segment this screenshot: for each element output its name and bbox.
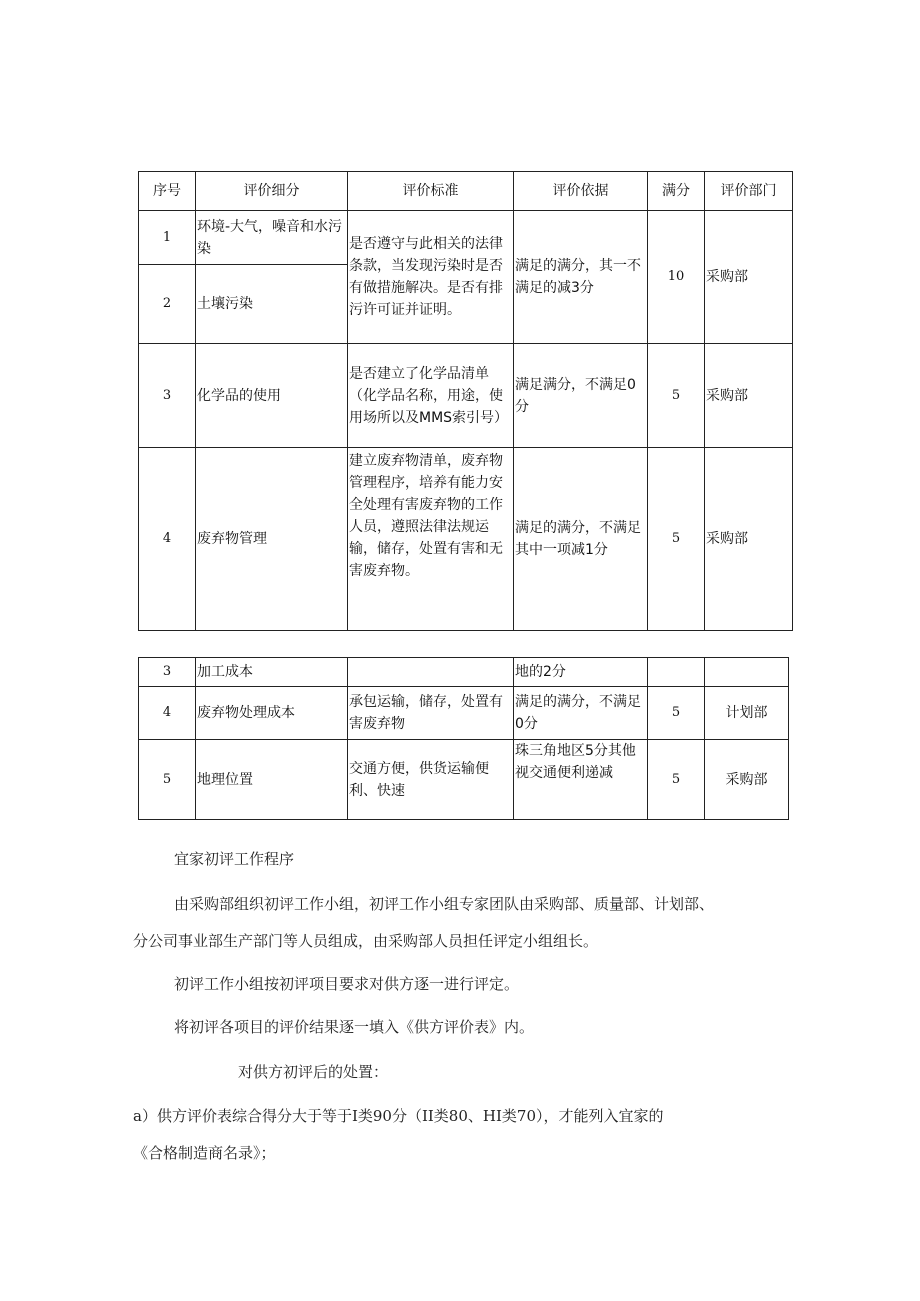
- section-heading: 宜家初评工作程序: [174, 850, 295, 868]
- row-standard: 交通方便，供货运输便利、快速: [348, 740, 514, 820]
- table-header-row: [139, 172, 793, 211]
- header-score: 满分: [648, 172, 705, 211]
- row-item: 地理位置: [196, 740, 348, 820]
- table-row: [139, 740, 789, 820]
- item-a-line-1: a）供方评价表综合得分大于等于I类90分（II类80、HI类70），才能列入宜家的: [133, 1107, 664, 1125]
- row-no: 4: [139, 687, 196, 740]
- row-basis: 地的2分: [514, 658, 648, 687]
- paragraph-4: 对供方初评后的处置：: [238, 1063, 389, 1081]
- row-item: 土壤污染: [196, 265, 348, 344]
- row-no: 1: [139, 211, 196, 265]
- item-a-line-2: 《合格制造商名录》；: [133, 1144, 276, 1162]
- row-standard: 承包运输，储存，处置有害废弃物: [348, 687, 514, 740]
- evaluation-table-1: [138, 171, 793, 631]
- row-basis: 满足满分，不满足0分: [514, 344, 648, 448]
- header-dept: 评价部门: [705, 172, 793, 211]
- row-score: 5: [648, 344, 705, 448]
- row-no: 3: [139, 344, 196, 448]
- row-basis: 珠三角地区5分其他视交通便利递减: [514, 740, 648, 820]
- row-item: 化学品的使用: [196, 344, 348, 448]
- row-basis: 满足的满分，其一不满足的减3分: [514, 211, 648, 344]
- row-standard: 建立废弃物清单，废弃物管理程序，培养有能力安全处理有害废弃物的工作人员，遵照法律法规运输，储存，处置有害和无害废弃物。: [348, 448, 514, 631]
- row-no: 2: [139, 265, 196, 344]
- row-basis: 满足的满分，不满足0分: [514, 687, 648, 740]
- row-item: 废弃物管理: [196, 448, 348, 631]
- table-row: [139, 448, 793, 631]
- row-score: [648, 658, 705, 687]
- row-dept: 采购部: [705, 211, 793, 344]
- evaluation-table-2: [138, 657, 789, 820]
- header-no: 序号: [139, 172, 196, 211]
- header-basis: 评价依据: [514, 172, 648, 211]
- row-item: 加工成本: [196, 658, 348, 687]
- table-row: [139, 344, 793, 448]
- row-no: 3: [139, 658, 196, 687]
- paragraph-2: 初评工作小组按初评项目要求对供方逐一进行评定。: [174, 975, 520, 993]
- row-item: 环境-大气，噪音和水污染: [196, 211, 348, 265]
- row-standard: [348, 658, 514, 687]
- row-score: 10: [648, 211, 705, 344]
- row-no: 5: [139, 740, 196, 820]
- row-dept: 采购部: [705, 740, 789, 820]
- header-standard: 评价标准: [348, 172, 514, 211]
- row-item: 废弃物处理成本: [196, 687, 348, 740]
- table-row: [139, 658, 789, 687]
- row-no: 4: [139, 448, 196, 631]
- table-row: [139, 687, 789, 740]
- row-score: 5: [648, 687, 705, 740]
- row-dept: 采购部: [705, 344, 793, 448]
- paragraph-1-line-1: 由采购部组织初评工作小组，初评工作小组专家团队由采购部、质量部、计划部、: [174, 895, 715, 913]
- table-row: [139, 211, 793, 265]
- paragraph-1-line-2: 分公司事业部生产部门等人员组成，由采购部人员担任评定小组组长。: [133, 932, 599, 950]
- row-dept: 采购部: [705, 448, 793, 631]
- header-item: 评价细分: [196, 172, 348, 211]
- paragraph-3: 将初评各项目的评价结果逐一填入《供方评价表》内。: [174, 1018, 535, 1036]
- row-standard: 是否遵守与此相关的法律条款，当发现污染时是否有做措施解决。是否有排污许可证并证明。: [348, 211, 514, 344]
- row-standard: 是否建立了化学品清单（化学品名称，用途，使用场所以及MMS索引号）: [348, 344, 514, 448]
- row-dept: [705, 658, 789, 687]
- row-score: 5: [648, 740, 705, 820]
- row-dept: 计划部: [705, 687, 789, 740]
- row-basis: 满足的满分，不满足其中一项减1分: [514, 448, 648, 631]
- row-score: 5: [648, 448, 705, 631]
